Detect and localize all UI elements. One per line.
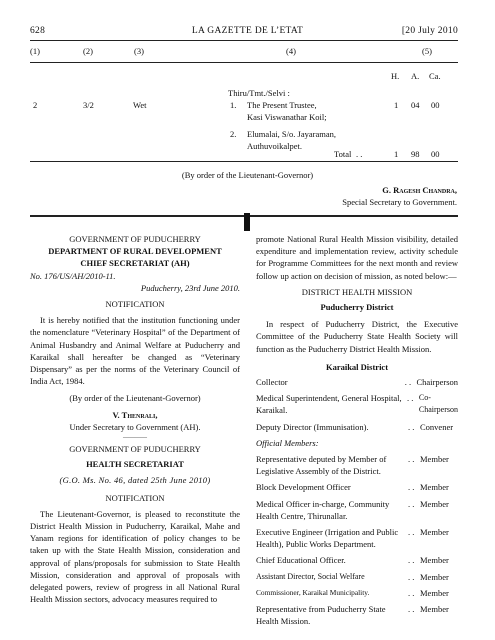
owner-prefix: Thiru/Tmt./Selvi : bbox=[228, 88, 290, 98]
top-signer-title: Special Secretary to Government. bbox=[342, 197, 457, 207]
unit-are: A. bbox=[411, 71, 420, 81]
gazette-date: [20 July 2010 bbox=[401, 26, 458, 36]
owner-2-number: 2. bbox=[230, 129, 237, 139]
notice1-signer-title: Under Secretary to Government (AH). bbox=[69, 421, 201, 432]
area-are: 04 bbox=[411, 100, 420, 110]
right-column bbox=[256, 233, 458, 631]
member-role: Medical Officer in-charge, Community Health Centre, Thirunallar. bbox=[256, 498, 390, 521]
member-dots: . . bbox=[408, 482, 415, 493]
member-designation: Member bbox=[420, 527, 449, 538]
total-dots: . . bbox=[356, 149, 363, 159]
puducherry-heading: Puducherry District bbox=[320, 302, 394, 313]
member-row-bdo bbox=[256, 481, 458, 493]
member-role: Collector bbox=[256, 377, 288, 388]
member-dots: . . bbox=[408, 454, 415, 465]
col-1-number: (1) bbox=[30, 46, 40, 56]
member-role: Executive Engineer (Irrigation and Public Health), Public Works Department. bbox=[256, 527, 399, 550]
member-role: Block Development Officer bbox=[256, 482, 351, 493]
owner-2-line2: Authuvoikalpet. bbox=[247, 141, 303, 151]
member-designation: Member bbox=[420, 498, 449, 509]
notice1-place-date: Puducherry, 23rd June 2010. bbox=[140, 282, 240, 293]
notice1-govt: GOVERNMENT OF PUDUCHERRY bbox=[69, 234, 201, 244]
total-are: 98 bbox=[411, 149, 420, 159]
member-role: Representative from Puducherry State Health Mission. bbox=[256, 604, 386, 627]
puducherry-body: In respect of Puducherry District, the Executive Committee of the Puducherry State Health Society will function as the Puducherry District Health Mission. bbox=[256, 319, 458, 354]
notice1-dept-line2: CHIEF SECRETARIAT (AH) bbox=[80, 258, 190, 269]
col-3-number: (3) bbox=[134, 46, 144, 56]
member-designation: Member bbox=[420, 571, 449, 582]
member-designation: Co-Chairperson bbox=[418, 393, 458, 415]
table-header-rule bbox=[30, 62, 458, 63]
member-row-medical-officer bbox=[256, 498, 458, 522]
owner-1-line1: The Present Trustee, bbox=[247, 100, 317, 110]
notice1-dept-line1: DEPARTMENT OF RURAL DEVELOPMENT bbox=[48, 246, 222, 257]
member-role: Representative deputed by Member of Legislative Assembly of the District. bbox=[256, 454, 387, 477]
karaikal-heading: Karaikal District bbox=[325, 361, 389, 372]
member-designation: Member bbox=[420, 555, 449, 566]
member-row-mla-representative bbox=[256, 453, 458, 477]
notice2-body-left: The Lieutenant-Governor, is pleased to reconstitute the District Health Mission in Puducherry, Karaikal, Mahe and Yanam regions for identification of policy changes to be taken up with the State Health Mission, consideration and approval of plans/proposals for submission to State Health Mission, consideration and approval of proposals with delegated powers, review of progress in all National Rural Health Mission sectors, advocacy measures required to bbox=[30, 508, 240, 605]
notice2-heading: NOTIFICATION bbox=[105, 492, 165, 503]
top-signer: G. Ragesh Chandra, bbox=[382, 185, 457, 195]
member-role: Medical Superintendent, General Hospital, Karaikal. bbox=[256, 393, 402, 416]
member-designation: Member bbox=[420, 587, 449, 598]
notice2-body-right: promote National Rural Health Mission visibility, detailed expenditure and implementation review, activity schedule for Programme Committees for the next month and review follow up action on decision of mission, as noted below:— bbox=[256, 234, 458, 281]
unit-centiare: Ca. bbox=[429, 71, 441, 81]
member-dots: . . bbox=[408, 571, 415, 582]
row-col-1: 2 bbox=[33, 100, 38, 110]
member-dots: . . bbox=[408, 604, 415, 615]
member-designation: Member bbox=[420, 454, 449, 465]
member-designation: Member bbox=[420, 604, 449, 615]
col-2-number: (2) bbox=[83, 46, 93, 56]
col-5-number: (5) bbox=[422, 46, 432, 56]
member-row-deputy-director bbox=[256, 421, 458, 433]
row-col-3: Wet bbox=[133, 100, 147, 110]
notice-separator: ———— bbox=[123, 435, 147, 442]
notice1-heading: NOTIFICATION bbox=[105, 299, 165, 310]
owner-2-line1: Elumalai, S/o. Jayaraman, bbox=[247, 129, 336, 139]
member-role: Assistant Director, Social Welfare bbox=[256, 571, 365, 581]
member-designation: Member bbox=[420, 482, 449, 493]
notice2-govt: GOVERNMENT OF PUDUCHERRY bbox=[69, 444, 201, 455]
member-role: Chief Educational Officer. bbox=[256, 555, 346, 566]
col-4-number: (4) bbox=[286, 46, 296, 56]
table-bottom-rule bbox=[30, 161, 458, 162]
member-dots: . . bbox=[408, 527, 415, 538]
notice1-body: It is hereby notified that the institution functioning under the nomenclature “Veterinary Hospital” of the Department of Animal Husbandry and Animal Welfare at Puducherry and Karaikal shall hereafter be changed as “Veterinary Dispensary” as per the norms of the Veterinary Council of India Act, 1984. bbox=[30, 315, 240, 387]
mission-heading: DISTRICT HEALTH MISSION bbox=[301, 286, 413, 297]
owner-1-number: 1. bbox=[230, 100, 237, 110]
notice2-dept: HEALTH SECRETARIAT bbox=[86, 459, 184, 470]
official-members-label: Official Members: bbox=[256, 437, 319, 448]
member-dots: . . bbox=[408, 498, 415, 509]
member-row-shm-representative bbox=[256, 603, 458, 627]
member-row-municipality bbox=[256, 587, 458, 599]
row-col-2: 3/2 bbox=[83, 100, 94, 110]
left-column bbox=[30, 233, 240, 605]
column-divider-ornament bbox=[244, 213, 250, 231]
member-dots: . . bbox=[404, 377, 412, 388]
unit-hectare: H. bbox=[391, 71, 400, 81]
total-label: Total bbox=[334, 149, 352, 159]
member-dots: . . bbox=[408, 555, 415, 566]
area-hectare: 1 bbox=[394, 100, 399, 110]
top-by-order: (By order of the Lieutenant-Governor) bbox=[181, 170, 314, 180]
notice1-by-order: (By order of the Lieutenant-Governor) bbox=[69, 393, 201, 404]
member-role: Commissioner, Karaikal Municipality. bbox=[256, 587, 370, 597]
member-dots: . . bbox=[408, 587, 415, 598]
area-centiare: 00 bbox=[431, 100, 440, 110]
header-rule bbox=[30, 40, 458, 41]
member-row-social-welfare bbox=[256, 571, 458, 583]
total-centiare: 00 bbox=[431, 149, 440, 159]
notice1-signer: V. Thenrali, bbox=[112, 409, 158, 420]
member-row-executive-engineer bbox=[256, 526, 458, 550]
owner-1-line2: Kasi Viswanathar Koil; bbox=[247, 112, 327, 122]
member-dots: . . bbox=[406, 393, 414, 404]
member-row-collector bbox=[256, 376, 458, 388]
notice2-ref: (G.O. Ms. No. 46, dated 25th June 2010) bbox=[59, 475, 211, 486]
gazette-title: LA GAZETTE DE L’ETAT bbox=[191, 26, 304, 36]
member-row-ceo bbox=[256, 554, 458, 566]
notice1-ref: No. 176/US/AH/2010-11. bbox=[30, 270, 116, 281]
member-role: Deputy Director (Immunisation). bbox=[256, 421, 369, 432]
member-designation: Convener bbox=[420, 421, 454, 432]
member-designation: Chairperson bbox=[416, 377, 458, 388]
member-row-medical-superintendent bbox=[256, 392, 458, 416]
member-dots: . . bbox=[408, 421, 415, 432]
total-hectare: 1 bbox=[394, 149, 399, 159]
page-number: 628 bbox=[30, 26, 46, 36]
